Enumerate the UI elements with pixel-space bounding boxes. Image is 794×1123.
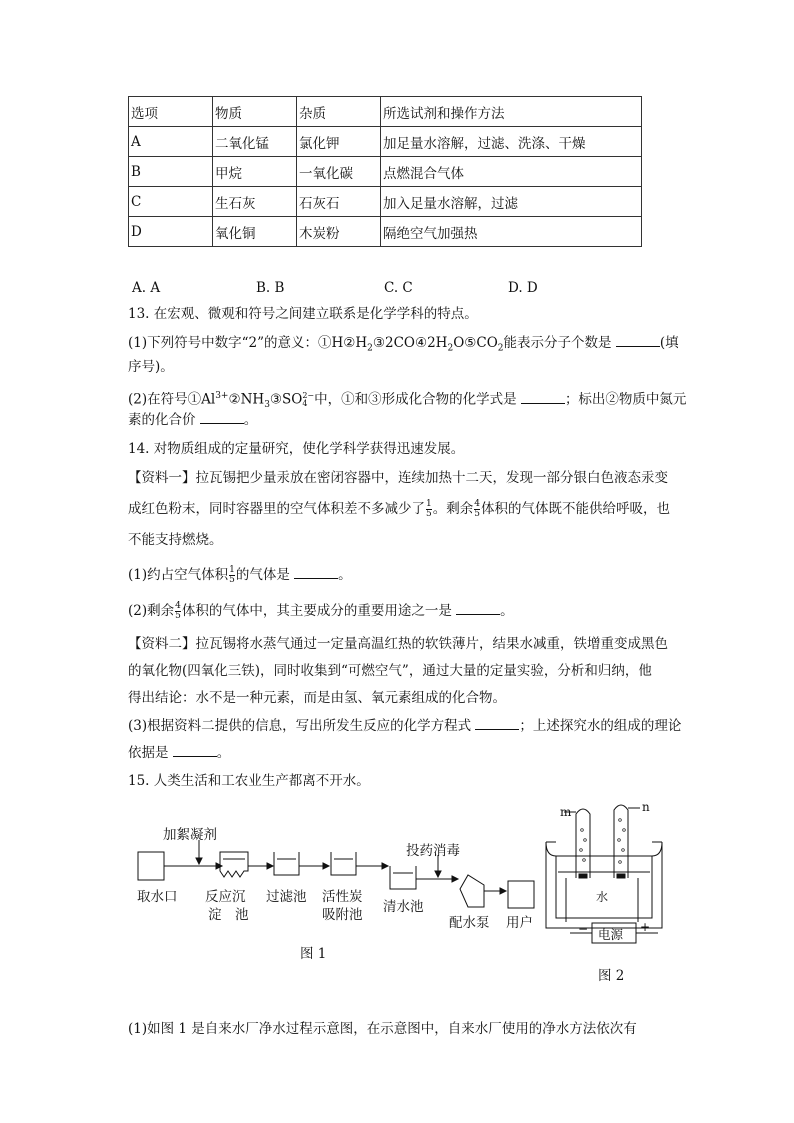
text: 。 — [216, 745, 231, 761]
minus-label: − — [578, 922, 589, 936]
table-row — [129, 157, 642, 187]
option-d[interactable]: D. D — [508, 280, 538, 296]
text: 体积的气体中，其主要成分的重要用途之一是 — [181, 603, 452, 619]
electrode-icon — [617, 874, 625, 878]
option-b[interactable]: B. B — [256, 280, 285, 296]
q14-part3 — [128, 717, 681, 735]
text: ；上述探究水的组成的理论 — [519, 718, 682, 734]
answer-blank[interactable] — [521, 391, 565, 404]
q13-stem: 13. 在宏观、微观和符号之间建立联系是化学学科的特点。 — [128, 306, 478, 322]
intake-tank-icon — [138, 852, 164, 880]
text: ③2CO④2H — [372, 335, 448, 351]
text: 5 — [229, 575, 235, 585]
text: O⑤CO — [453, 335, 498, 351]
tube-n-label: n — [642, 800, 650, 814]
q14-part3-cont — [128, 744, 230, 762]
q14-part2 — [128, 602, 514, 621]
text: 5 — [175, 611, 181, 621]
text: (2)剩余 — [128, 603, 175, 619]
table-cell: 加足量水溶解，过滤、洗涤、干燥 — [381, 127, 642, 157]
q14-material2: 【资料二】拉瓦锡将水蒸气通过一定量高温红热的软铁薄片，结果水减重，铁增重变成黑色 — [128, 636, 668, 652]
text: 中，①和③形成化合物的化学式是 — [314, 391, 517, 408]
pump-icon — [460, 875, 484, 907]
q14-part1 — [128, 566, 352, 585]
basin-icon — [546, 842, 662, 928]
q14-material1-end: 不能支持燃烧。 — [128, 532, 223, 548]
table-cell: 一氧化碳 — [297, 157, 381, 187]
text: 能表示分子个数是 — [503, 335, 612, 351]
option-c[interactable]: C. C — [384, 280, 413, 296]
answer-blank[interactable] — [173, 744, 217, 757]
q13-part1: (1)下列符号中数字“2”的意义：$①H②H_2③2CO④2H_2O⑤CO_2$能表示分子个数是 (填 — [128, 335, 679, 354]
table-cell: 氯化钾 — [297, 127, 381, 157]
electrode-icon — [579, 874, 587, 878]
table-header-row — [129, 97, 642, 127]
table-cell: 甲烷 — [213, 157, 297, 187]
carbon-label-2: 吸附池 — [322, 907, 363, 923]
table-cell: B — [129, 157, 213, 187]
table-cell: 木炭粉 — [297, 217, 381, 247]
water-label: 水 — [596, 890, 609, 904]
table-cell: D — [129, 217, 213, 247]
table-cell: 隔绝空气加强热 — [381, 217, 642, 247]
text: 5 — [426, 509, 432, 519]
intake-label: 取水口 — [137, 889, 178, 905]
text: 4 — [175, 601, 181, 611]
tube-n-icon — [614, 805, 628, 878]
tube-m-icon — [576, 809, 590, 878]
tube-m-label: m — [560, 805, 572, 819]
answer-blank[interactable] — [200, 411, 244, 424]
text: 1 — [426, 499, 432, 509]
fraction — [229, 566, 235, 585]
disinfect-label: 投药消毒 — [406, 843, 460, 859]
table-header: 物质 — [213, 97, 297, 127]
text: (1)下列符号中数字“2”的意义：①H②H — [128, 335, 368, 351]
fraction — [175, 602, 181, 621]
table-header: 杂质 — [297, 97, 381, 127]
table-cell: A — [129, 127, 213, 157]
add-coagulant-label: 加絮凝剂 — [163, 827, 217, 843]
user-label: 用户 — [506, 915, 533, 931]
power-label: 电源 — [598, 927, 624, 942]
sedimentation-tank-icon — [220, 852, 248, 877]
sedimentation-label-2: 淀 池 — [208, 907, 249, 923]
plus-label: + — [640, 920, 651, 934]
option-a[interactable]: A. A — [132, 280, 161, 296]
figure-2-caption: 图 2 — [598, 968, 625, 984]
table-cell: C — [129, 187, 213, 217]
table-cell: 石灰石 — [297, 187, 381, 217]
text: 。 — [500, 603, 514, 619]
sedimentation-label-1: 反应沉 — [205, 889, 246, 905]
text: 4 — [474, 499, 480, 509]
table-cell: 点燃混合气体 — [381, 157, 642, 187]
text: (填 — [659, 335, 679, 351]
table-row — [129, 127, 642, 157]
text: 体积的气体既不能供给呼吸，也 — [480, 501, 670, 517]
q14-material2-cont: 的氧化物(四氧化三铁)，同时收集到“可燃空气”，通过大量的定量实验，分析和归纳，他 — [128, 663, 652, 679]
text: 1 — [229, 565, 235, 575]
user-building-icon — [508, 881, 534, 908]
q14-stem: 14. 对物质组成的定量研究，使化学科学获得迅速发展。 — [128, 441, 465, 457]
filter-tank-icon — [274, 852, 299, 875]
q15-part1: (1)如图 1 是自来水厂净水过程示意图，在示意图中，自来水厂使用的净水方法依次有 — [128, 1021, 637, 1037]
text: 的气体是 — [235, 567, 290, 583]
figure-1-caption: 图 1 — [300, 946, 327, 962]
q13-part2-cont — [128, 411, 257, 429]
figure-1 — [120, 815, 540, 965]
text: (3)根据资料二提供的信息，写出所发生反应的化学方程式 — [128, 718, 472, 734]
q15-stem: 15. 人类生活和工农业生产都离不开水。 — [128, 773, 370, 789]
text: 。剩余 — [432, 501, 474, 517]
table-cell: 加入足量水溶解，过滤 — [381, 187, 642, 217]
fraction — [426, 500, 432, 519]
text: (1)约占空气体积 — [128, 567, 229, 583]
q13-part2: (2)在符号$①Al^{3+}②NH_3③SO$ 2− 4 中，①和③形成化合物的化学式是 ；标出②物质中氮元 — [128, 391, 687, 411]
answer-blank[interactable] — [616, 334, 660, 347]
q14-material1-cont — [128, 500, 670, 519]
text: 5 — [474, 509, 480, 519]
table-cell: 生石灰 — [213, 187, 297, 217]
answer-blank[interactable] — [456, 602, 500, 615]
q14-material1: 【资料一】拉瓦锡把少量汞放在密闭容器中，连续加热十二天，发现一部分银白色液态汞变 — [128, 470, 668, 486]
fraction — [474, 500, 480, 519]
table-row — [129, 187, 642, 217]
text: 。 — [338, 567, 352, 583]
table-header: 选项 — [129, 97, 213, 127]
table-cell: 氧化铜 — [213, 217, 297, 247]
figure-2 — [540, 800, 680, 990]
q14-material2-end: 得出结论：水不是一种元素，而是由氢、氧元素组成的化合物。 — [128, 690, 506, 706]
text: ②NH — [228, 391, 265, 408]
text: 依据是 — [128, 745, 169, 761]
carbon-tank-icon — [331, 852, 356, 875]
answer-blank[interactable] — [475, 717, 519, 730]
clear-water-tank-icon — [390, 866, 416, 889]
text: 素的化合价 — [128, 412, 196, 428]
pump-label: 配水泵 — [449, 915, 490, 931]
table-cell: 二氧化锰 — [213, 127, 297, 157]
text: ③SO — [269, 391, 303, 408]
filter-label: 过滤池 — [266, 889, 307, 905]
table-header: 所选试剂和操作方法 — [381, 97, 642, 127]
electrolysis-apparatus — [540, 800, 680, 940]
reagent-table — [128, 96, 642, 247]
text: 。 — [243, 412, 258, 428]
answer-blank[interactable] — [294, 566, 338, 579]
text: (2)在符号①Al — [128, 391, 216, 408]
text: ；标出②物质中氮元 — [564, 391, 687, 408]
table-row — [129, 217, 642, 247]
clear-water-label: 清水池 — [383, 899, 424, 915]
q13-part1-cont: 序号)。 — [128, 359, 174, 375]
text: 成红色粉末，同时容器里的空气体积差不多减少了 — [128, 501, 425, 517]
carbon-label-1: 活性炭 — [322, 889, 363, 905]
